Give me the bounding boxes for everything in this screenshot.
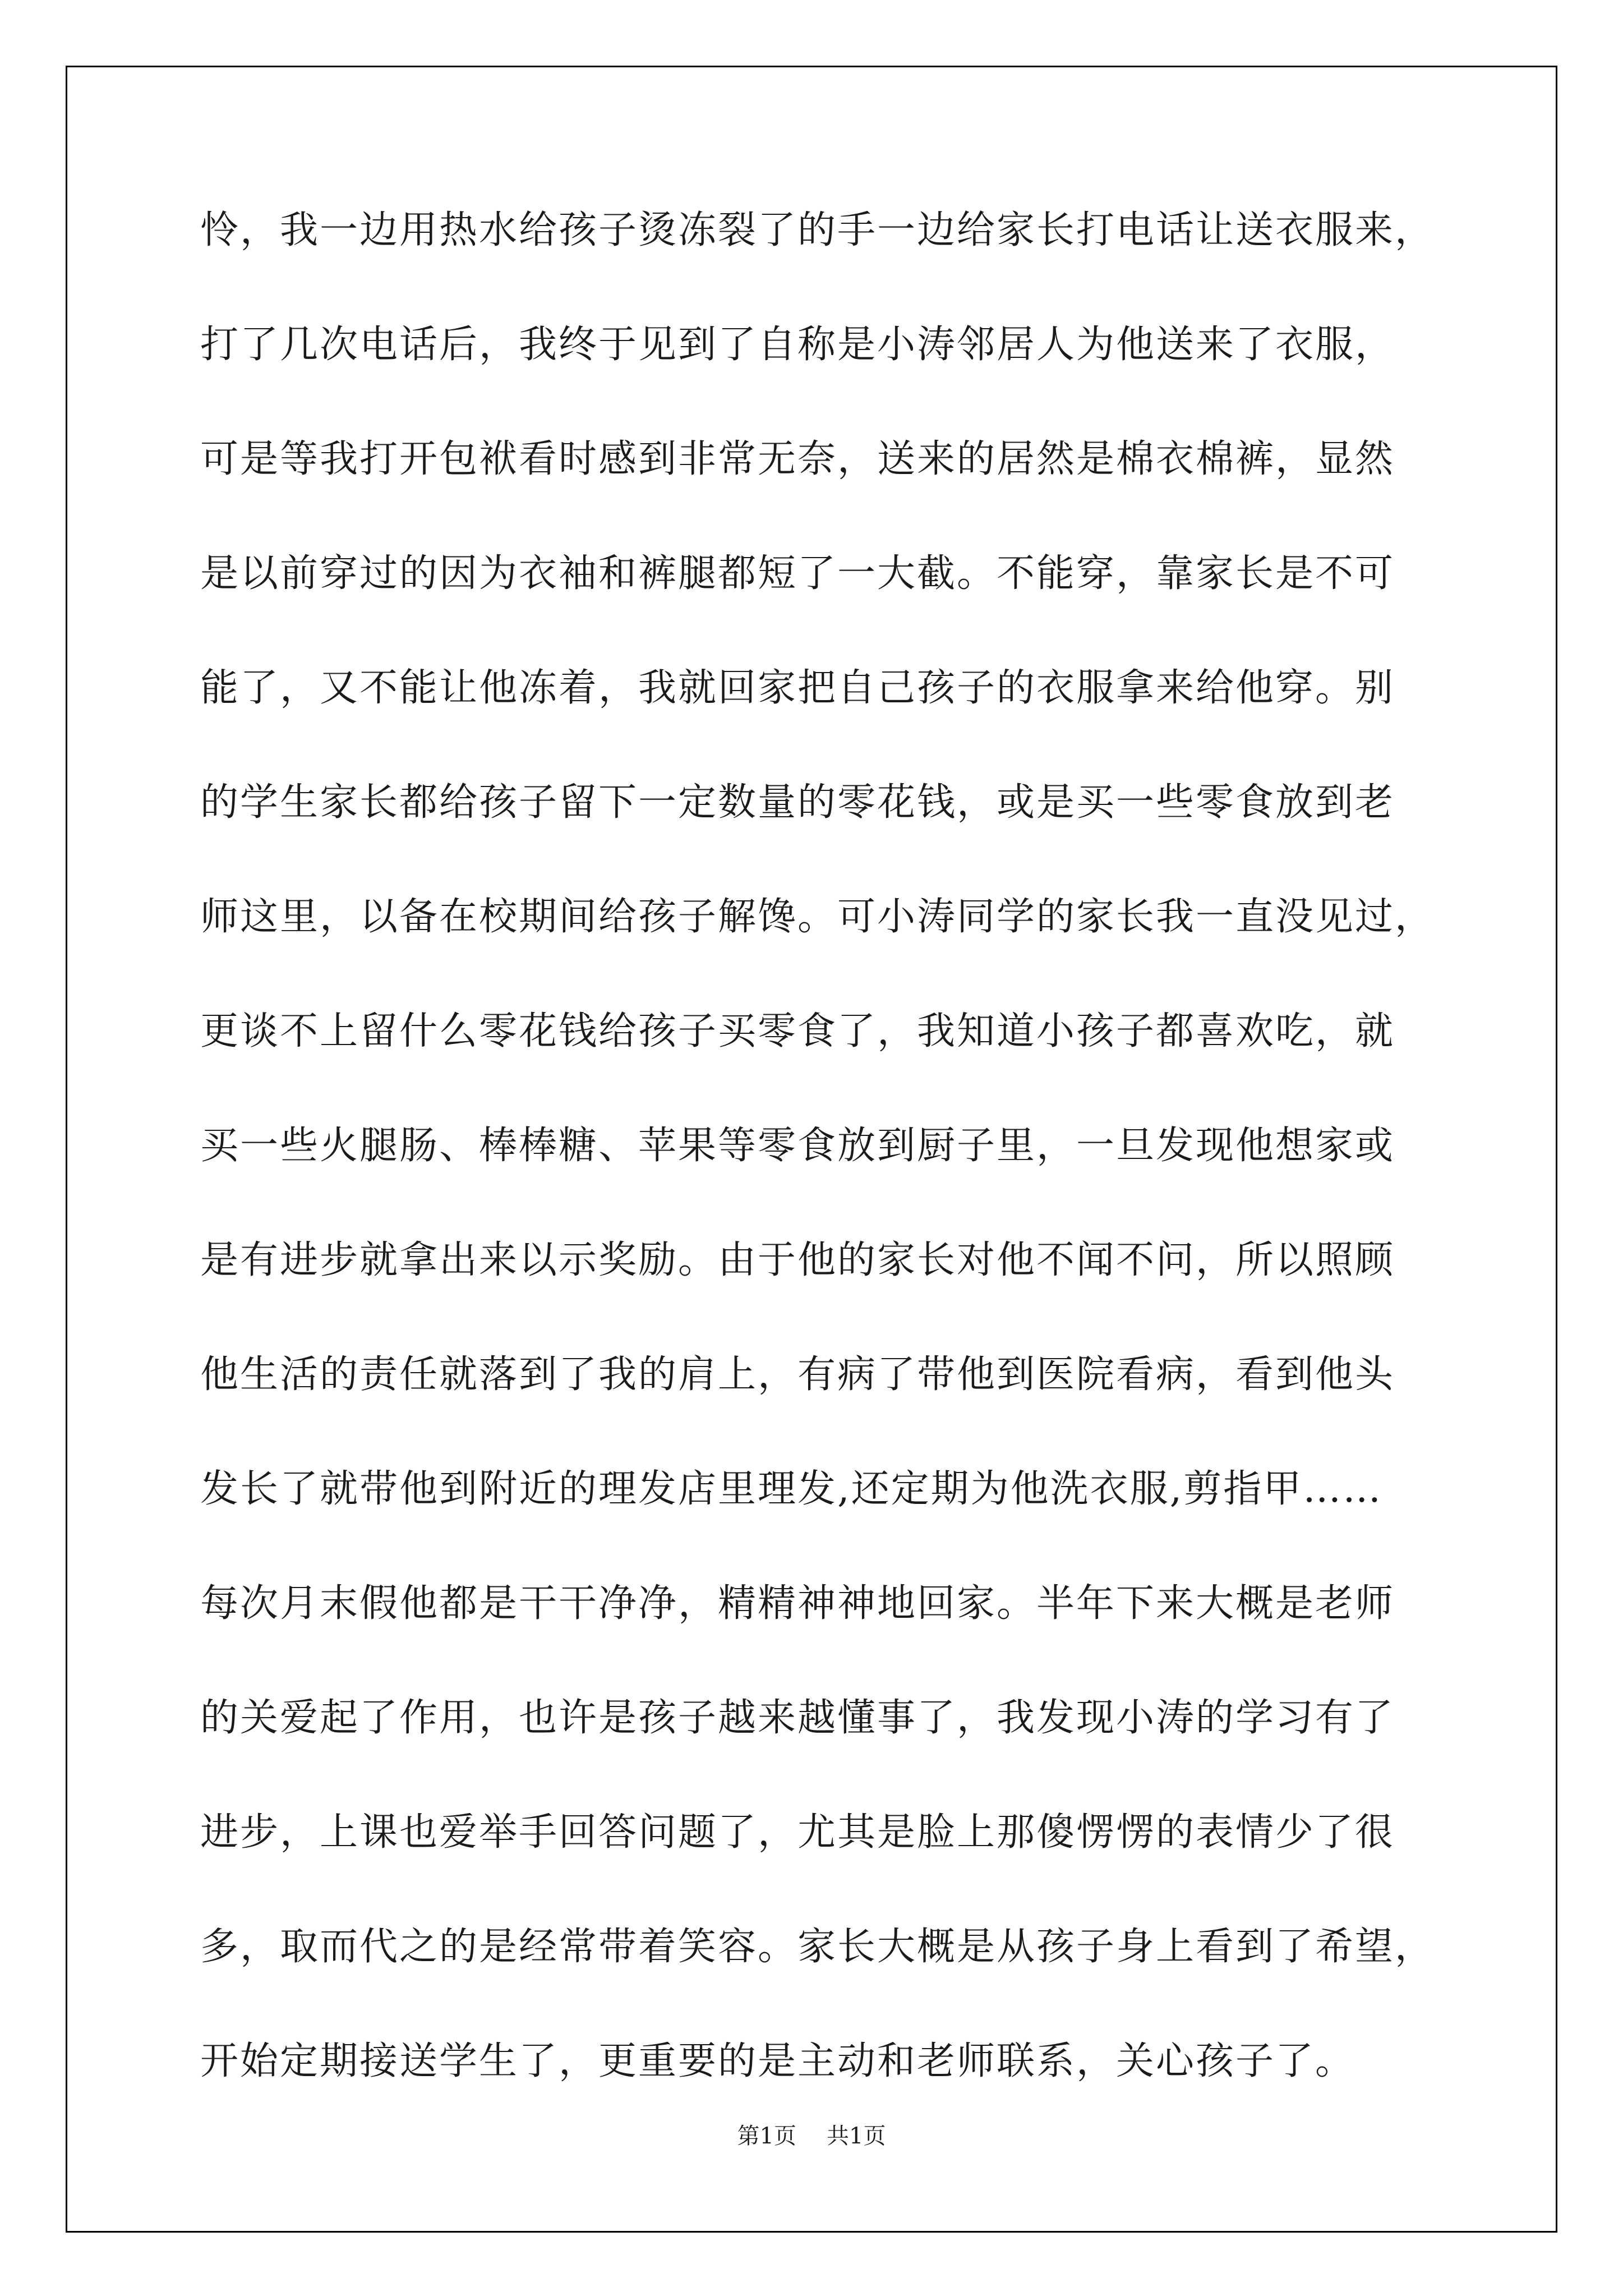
text-line: 可是等我打开包袱看时感到非常无奈，送来的居然是棉衣棉裤，显然 <box>200 437 1395 481</box>
page-number: 第1页 <box>737 2123 796 2149</box>
text-line: 打了几次电话后，我终于见到了自称是小涛邻居人为他送来了衣服， <box>200 323 1395 367</box>
text-line: 能了，又不能让他冻着，我就回家把自己孩子的衣服拿来给他穿。别 <box>200 666 1395 710</box>
text-line: 进步，上课也爱举手回答问题了，尤其是脸上那傻愣愣的表情少了很 <box>200 1810 1395 1855</box>
text-line: 多，取而代之的是经常带着笑容。家长大概是从孩子身上看到了希望， <box>200 1925 1435 1969</box>
text-line: 师这里，以备在校期间给孩子解馋。可小涛同学的家长我一直没见过， <box>200 895 1435 939</box>
text-line: 发长了就带他到附近的理发店里理发,还定期为他洗衣服,剪指甲…… <box>200 1467 1383 1511</box>
text-line: 更谈不上留什么零花钱给孩子买零食了，我知道小孩子都喜欢吃，就 <box>200 1009 1395 1053</box>
text-line: 开始定期接送学生了，更重要的是主动和老师联系，关心孩子了。 <box>200 2039 1355 2083</box>
text-line: 是以前穿过的因为衣袖和裤腿都短了一大截。不能穿，靠家长是不可 <box>200 551 1395 596</box>
document-body <box>200 208 1456 2157</box>
text-line: 是有进步就拿出来以示奖励。由于他的家长对他不闻不问，所以照顾 <box>200 1238 1395 1282</box>
text-line: 他生活的责任就落到了我的肩上，有病了带他到医院看病，看到他头 <box>200 1352 1395 1397</box>
page-footer <box>0 2122 1623 2150</box>
text-line: 每次月末假他都是干干净净，精精神神地回家。半年下来大概是老师 <box>200 1581 1395 1626</box>
page-total: 共1页 <box>827 2123 886 2149</box>
text-line: 怜，我一边用热水给孩子烫冻裂了的手一边给家长打电话让送衣服来， <box>200 208 1435 252</box>
text-line: 的学生家长都给孩子留下一定数量的零花钱，或是买一些零食放到老 <box>200 780 1395 825</box>
text-line: 买一些火腿肠、棒棒糖、苹果等零食放到厨子里，一旦发现他想家或 <box>200 1124 1395 1168</box>
text-line: 的关爱起了作用，也许是孩子越来越懂事了，我发现小涛的学习有了 <box>200 1696 1395 1740</box>
